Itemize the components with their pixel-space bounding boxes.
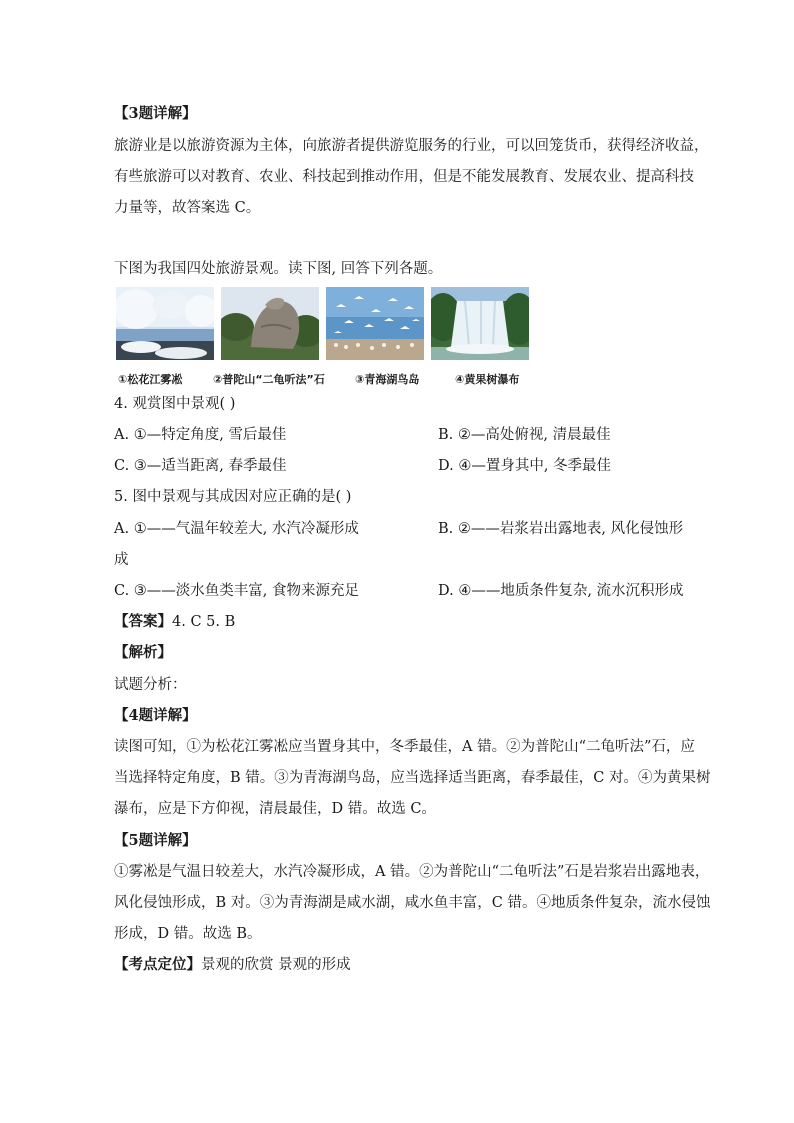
q5-option-b: B. ②——岩浆岩出露地表, 风化侵蚀形 xyxy=(438,521,684,537)
q5-option-d: D. ④——地质条件复杂, 流水沉积形成 xyxy=(438,583,684,599)
section3-line-3: 力量等，故答案选 C。 xyxy=(114,200,261,216)
q5-detail-line-1: ①雾凇是气温日较差大，水汽冷凝形成，A 错。②为普陀山“二龟听法”石是岩浆岩出露地表， xyxy=(114,864,710,880)
intro-text: 下图为我国四处旅游景观。读下图, 回答下列各题。 xyxy=(114,261,443,277)
section3-heading: 【3题详解】 xyxy=(114,105,197,122)
q4-option-d: D. ④—置身其中, 冬季最佳 xyxy=(438,458,612,474)
q4-stem: 4. 观赏图中景观( ) xyxy=(114,396,236,412)
bird-island-photo xyxy=(326,287,424,360)
q5-detail-line-2: 风化侵蚀形成，B 对。③为青海湖是咸水湖，咸水鱼丰富，C 错。④地质条件复杂，流水侵蚀 xyxy=(114,895,711,911)
waterfall-photo xyxy=(431,287,529,360)
rime-trees-photo xyxy=(116,287,214,360)
key-point-text: 景观的欣赏 景观的形成 xyxy=(201,957,351,973)
q4-option-c: C. ③—适当距离, 春季最佳 xyxy=(114,458,287,474)
photo-caption-1: ①松花江雾凇 xyxy=(118,373,183,386)
rock-formation-photo xyxy=(221,287,319,360)
q5-option-a: A. ①——气温年较差大, 水汽冷凝形成 xyxy=(114,521,359,537)
q4-option-a: A. ①—特定角度, 雪后最佳 xyxy=(114,427,287,443)
q4-detail-line-3: 瀑布，应是下方仰视，清晨最佳，D 错。故选 C。 xyxy=(114,801,436,817)
key-point-row xyxy=(114,955,351,975)
photo-caption-2: ②普陀山“二龟听法”石 xyxy=(213,373,325,386)
answer-row xyxy=(114,612,235,632)
q4-option-b: B. ②—高处俯视, 清晨最佳 xyxy=(438,427,611,443)
answer-label: 【答案】 xyxy=(114,613,172,630)
section3-line-1: 旅游业是以旅游资源为主体，向旅游者提供游览服务的行业，可以回笼货币，获得经济收益， xyxy=(114,138,709,154)
q5-detail-line-3: 形成，D 错。故选 B。 xyxy=(114,926,262,942)
q4-detail-line-1: 读图可知，①为松花江雾凇应当置身其中，冬季最佳，A 错。②为普陀山“二龟听法”石，应 xyxy=(114,739,695,755)
photo-caption-4: ④黄果树瀑布 xyxy=(455,373,520,386)
q4-detail-line-2: 当选择特定角度，B 错。③为青海湖鸟岛，应当选择适当距离，春季最佳，C 对。④为黄果树 xyxy=(114,770,711,786)
q5-option-b-continued: 成 xyxy=(114,552,129,568)
answer-value: 4. C 5. B xyxy=(172,614,236,630)
section3-line-2: 有些旅游可以对教育、农业、科技起到推动作用，但是不能发展教育、发展农业、提高科技 xyxy=(114,169,694,185)
photo-caption-3: ③青海湖鸟岛 xyxy=(355,373,420,386)
q5-option-c: C. ③——淡水鱼类丰富, 食物来源充足 xyxy=(114,583,360,599)
q4-detail-heading: 【4题详解】 xyxy=(114,707,197,724)
key-point-label: 【考点定位】 xyxy=(114,956,201,973)
analysis-subheading: 试题分析： xyxy=(114,677,187,693)
analysis-label: 【解析】 xyxy=(114,644,172,661)
q5-detail-heading: 【5题详解】 xyxy=(114,832,197,849)
q5-stem: 5. 图中景观与其成因对应正确的是( ) xyxy=(114,489,352,505)
